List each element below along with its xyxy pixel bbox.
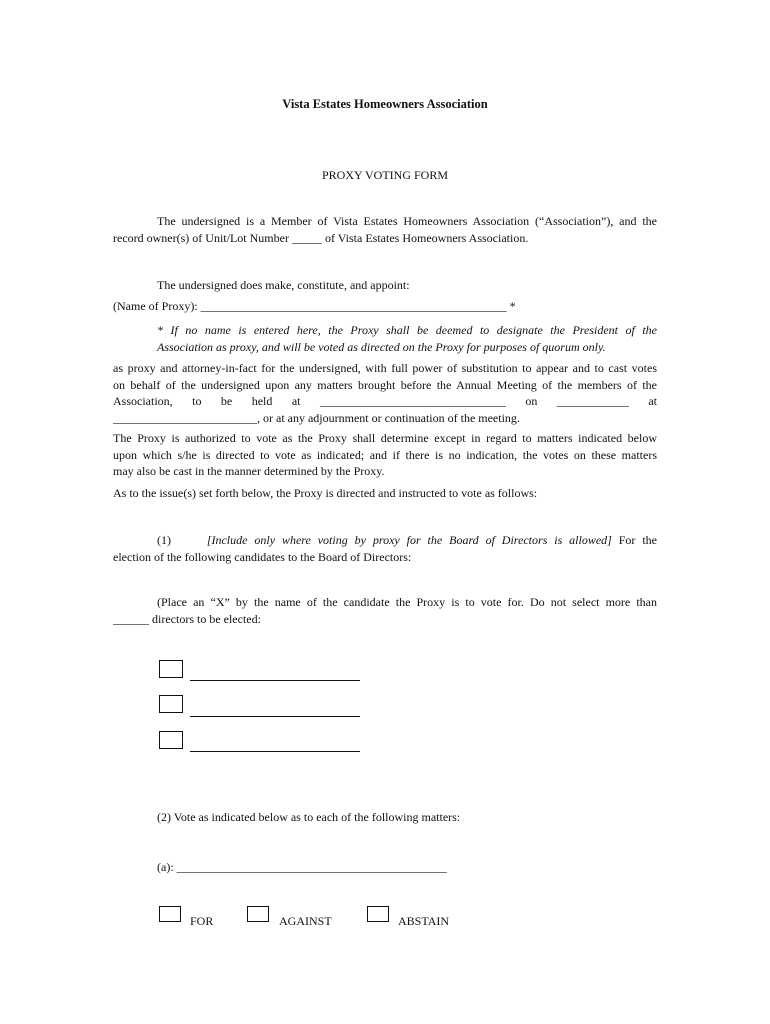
item-1-suffix: For the (618, 533, 657, 547)
for-label: FOR (190, 914, 214, 928)
instructions-line-2-suffix: directors to be elected: (152, 611, 261, 626)
unit-label: record owner(s) of Unit/Lot Number (113, 230, 289, 245)
candidate-2-checkbox[interactable] (159, 695, 183, 713)
against-checkbox[interactable] (247, 906, 269, 922)
word-to: to (192, 394, 202, 408)
intro-paragraph (113, 213, 657, 246)
for-checkbox[interactable] (159, 906, 181, 922)
proxy-asterisk: * (509, 299, 516, 313)
candidate-instructions (113, 594, 657, 627)
authorization-line-2: upon which s/he is directed to vote as indicated; and if there is no indication, the votes on these matters (113, 447, 657, 462)
candidate-1-name-field[interactable] (190, 680, 360, 681)
footnote-line-1: * If no name is entered here, the Proxy shall be deemed to designate the President of the (157, 323, 657, 337)
word-held: held (251, 394, 273, 408)
word-be: be (220, 394, 233, 408)
issues-intro: As to the issue(s) set forth below, the Proxy is directed and instructed to vote as follows: (113, 486, 538, 500)
meeting-location-field[interactable]: ________________________ (113, 410, 257, 425)
authorization-line-1: The Proxy is authorized to vote as the Proxy shall determine except in regard to matters indicated below (113, 431, 657, 445)
form-title: PROXY VOTING FORM (321, 168, 449, 182)
instructions-line-1: (Place an “X” by the name of the candidate the Proxy is to vote for. Do not select more than (157, 595, 657, 609)
item-1 (113, 532, 657, 565)
matter-a-field[interactable]: _____________________________________________ (176, 860, 447, 874)
item-1-line-2: election of the following candidates to the Board of Directors: (113, 549, 412, 564)
item-1-number: (1) (157, 533, 171, 547)
authority-line-1: as proxy and attorney-in-fact for the undersigned, with full power of substitution to appear and to cast votes (113, 361, 657, 375)
authority-line-3 (113, 393, 657, 410)
instructions-line-2 (113, 611, 657, 628)
intro-line-1: The undersigned is a Member of Vista Estates Homeowners Association (“Association”), and the (157, 214, 657, 228)
candidate-2-name-field[interactable] (190, 716, 360, 717)
intro-line-2 (113, 230, 657, 247)
association-title: Vista Estates Homeowners Association (282, 97, 488, 111)
meeting-date-field[interactable]: ____________ (556, 394, 629, 408)
authority-paragraph (113, 360, 657, 426)
proxy-name-field[interactable]: ___________________________________________________ (200, 299, 507, 313)
authorization-paragraph (113, 430, 657, 480)
abstain-checkbox[interactable] (367, 906, 389, 922)
abstain-label: ABSTAIN (398, 914, 450, 928)
meeting-place-field[interactable]: _______________________________ (319, 394, 506, 408)
authority-line-2: on behalf of the undersigned upon any matters brought before the Annual Meeting of the members of the (113, 377, 657, 392)
proxy-name-label: (Name of Proxy): (113, 299, 198, 313)
authority-line-4 (113, 410, 657, 427)
matter-a-row (157, 859, 657, 876)
word-on: on (525, 394, 538, 408)
item-1-line-1 (113, 532, 657, 549)
word-association: Association, (113, 394, 173, 408)
authorization-line-3: may also be cast in the manner determined by the Proxy. (113, 464, 385, 478)
intro-line-2-suffix: of Vista Estates Homeowners Association. (324, 230, 529, 245)
authority-line-4-suffix: , or at any adjournment or continuation of the meeting. (257, 410, 520, 425)
word-at-2: at (648, 394, 657, 408)
footnote-line-2: Association as proxy, and will be voted as directed on the Proxy for purposes of quorum only. (157, 339, 606, 354)
word-at: at (291, 394, 301, 408)
appoint-statement: The undersigned does make, constitute, and appoint: (157, 278, 410, 292)
item-2: (2) Vote as indicated below as to each of the following matters: (157, 810, 461, 824)
against-label: AGAINST (279, 914, 332, 928)
unit-number-field[interactable]: _____ (291, 230, 322, 245)
proxy-name-row (113, 298, 657, 315)
item-1-italic-note: [Include only where voting by proxy for the Board of Directors is allowed] (206, 533, 612, 547)
proxy-footnote (157, 322, 657, 355)
candidate-3-checkbox[interactable] (159, 731, 183, 749)
candidate-1-checkbox[interactable] (159, 660, 183, 678)
matter-a-label: (a): (157, 860, 174, 874)
candidate-3-name-field[interactable] (190, 751, 360, 752)
director-count-field[interactable]: ______ (113, 611, 149, 626)
